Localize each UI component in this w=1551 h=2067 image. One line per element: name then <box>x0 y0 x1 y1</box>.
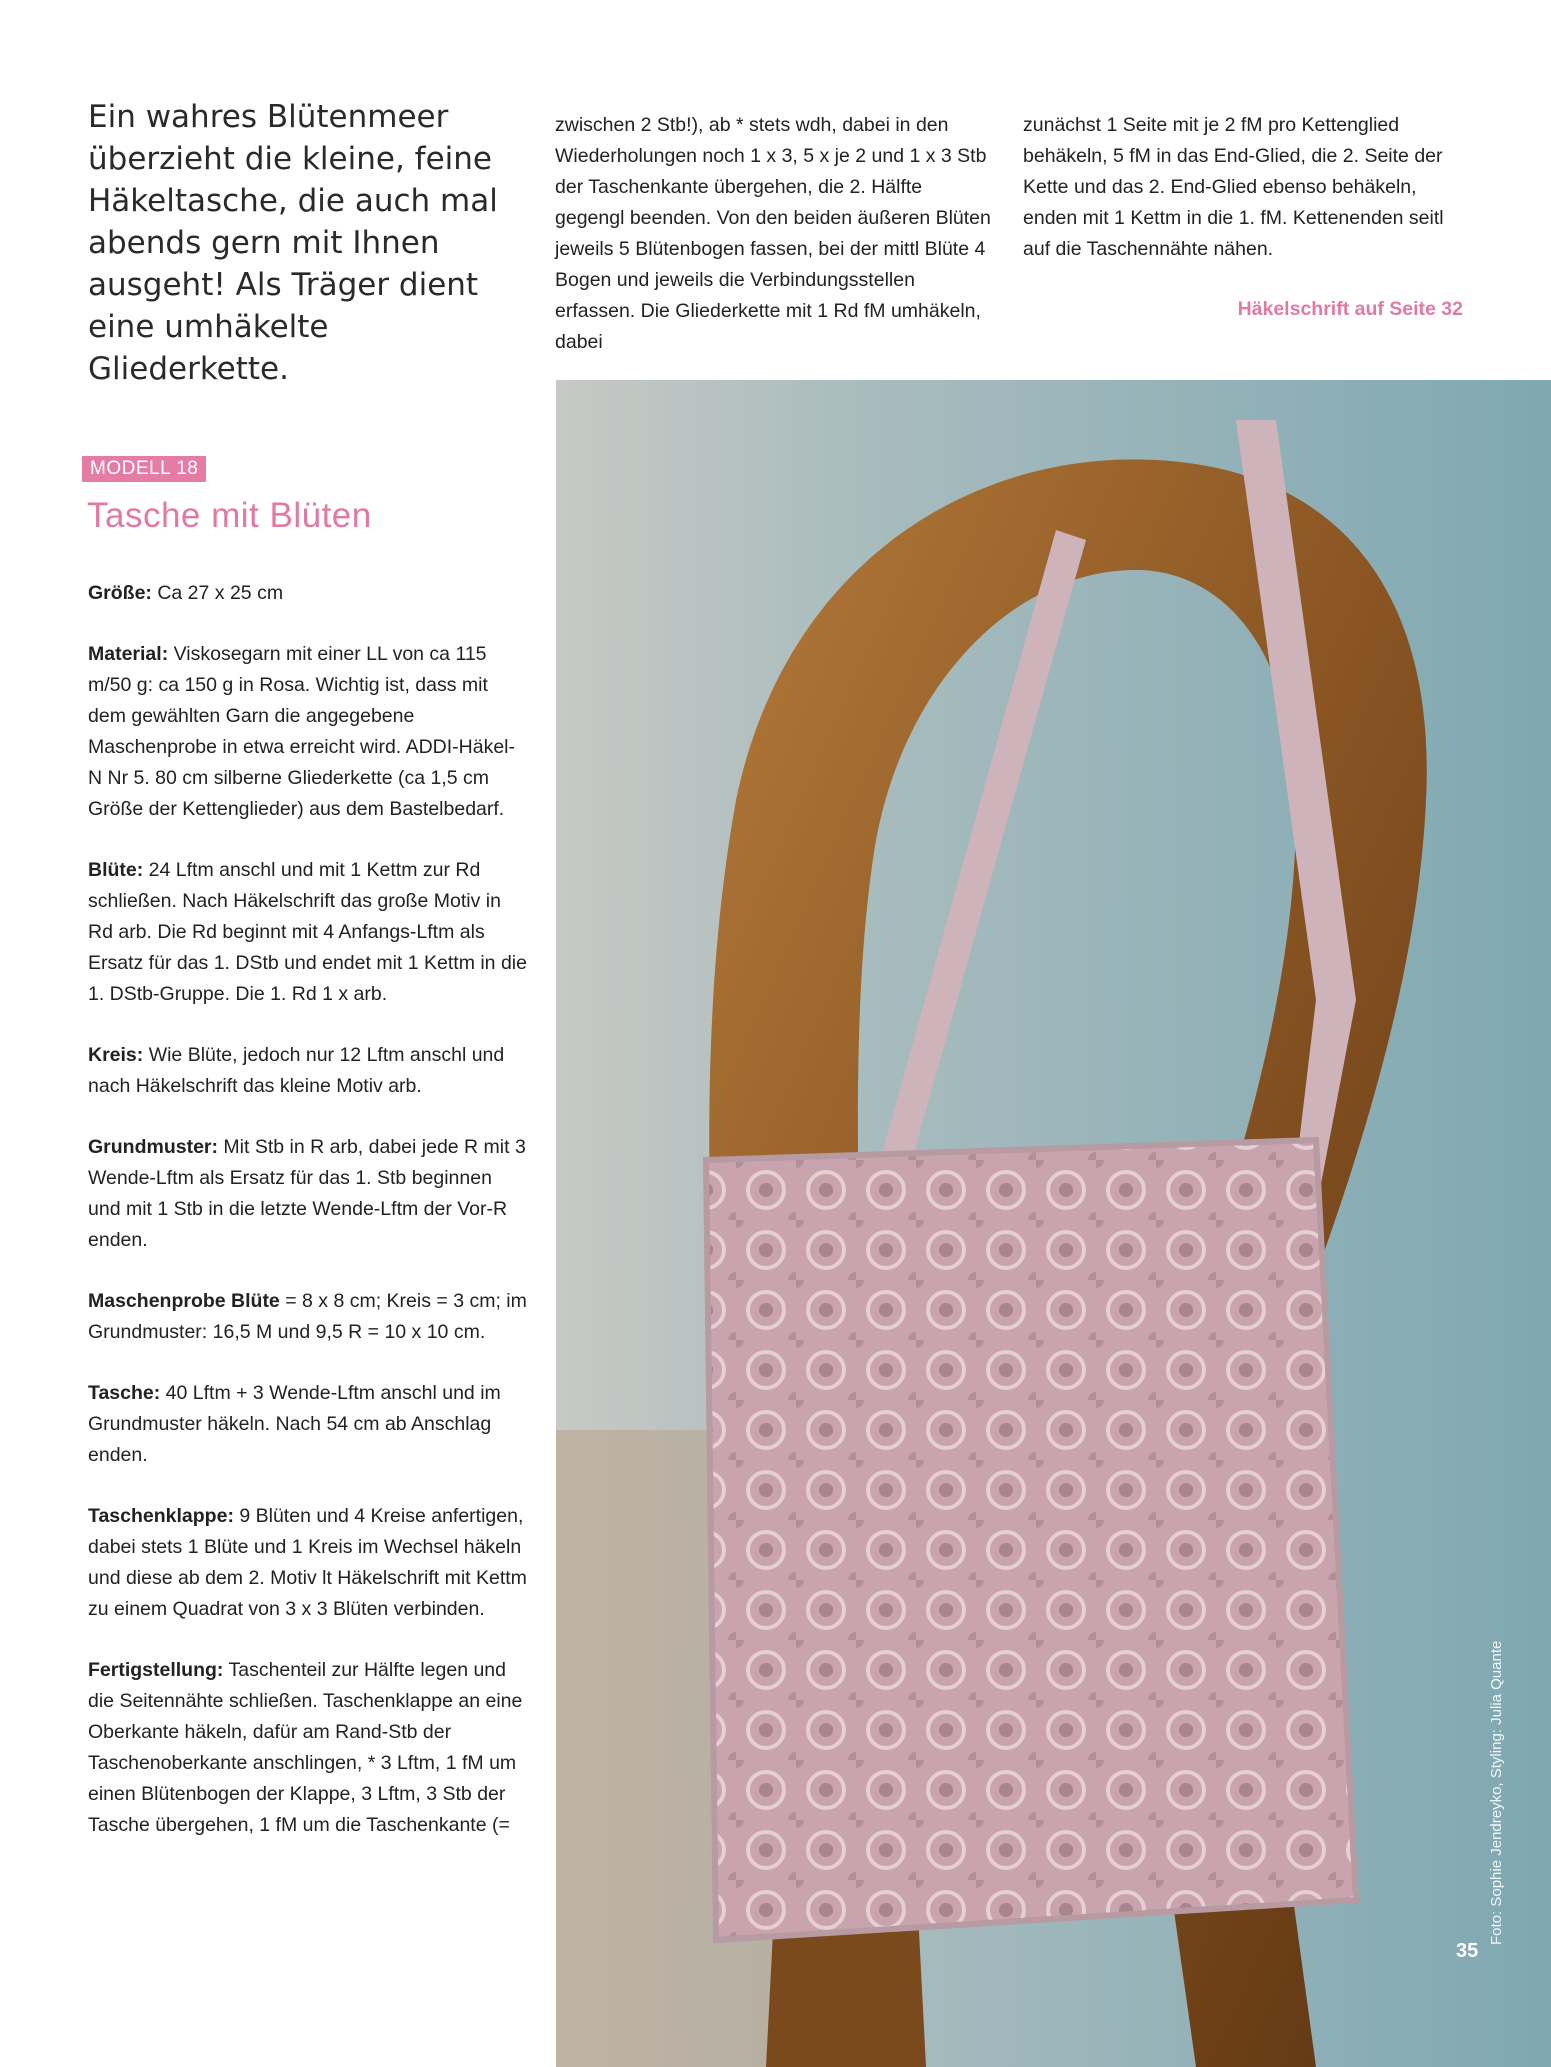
spec-tasche: Tasche: 40 Lftm + 3 Wende-Lftm anschl und im Grundmuster häkeln. Nach 54 cm ab Anschlag enden. <box>88 1382 501 1466</box>
pattern-title: Tasche mit Blüten <box>87 496 372 535</box>
spec-grundmuster: Grundmuster: Mit Stb in R arb, dabei jede R mit 3 Wende-Lftm als Ersatz für das 1. Stb beginnen und mit 1 Stb in die letzte Wende-Lftm der Vor-R enden. <box>88 1136 526 1251</box>
instructions-column-3: zunächst 1 Seite mit je 2 fM pro Kettenglied behäkeln, 5 fM in das End-Glied, die 2. Seite der Kette und das 2. End-Glied ebenso behäkeln, enden mit 1 Kettm in die 1. fM. Kettenenden seitl auf die Taschennähte nähen. <box>1023 114 1444 260</box>
spec-taschenklappe: Taschenklappe: 9 Blüten und 4 Kreise anfertigen, dabei stets 1 Blüte und 1 Kreis im Wechsel häkeln und diese ab dem 2. Motiv lt Häkelschrift mit Kettm zu einem Quadrat von 3 x 3 Blüten verbinden. <box>88 1505 527 1620</box>
chart-reference: Häkelschrift auf Seite 32 <box>1237 298 1463 320</box>
spec-fertigstellung: Fertigstellung: Taschenteil zur Hälfte legen und die Seitennähte schließen. Taschenklappe an eine Oberkante häkeln, dafür am Rand-Stb der Taschenoberkante anschlingen, * 3 Lftm, 1 fM um einen Blütenbogen der Klappe, 3 Lftm, 3 Stb der Tasche übergehen, 1 fM um die Taschenkante (= <box>88 1659 523 1836</box>
spec-maschenprobe: Maschenprobe Blüte = 8 x 8 cm; Kreis = 3 cm; im Grundmuster: 16,5 M und 9,5 R = 10 x 10 cm. <box>88 1290 527 1343</box>
crochet-bag-illustration <box>556 380 1551 2067</box>
intro-text: Ein wahres Blütenmeer überzieht die kleine, feine Häkeltasche, die auch mal abends gern mit Ihnen ausgeht! Als Träger dient eine umhäkelte Gliederkette. <box>88 99 498 387</box>
photo-credit: Foto: Sophie Jendreyko, Styling: Julia Quante <box>1488 1640 1505 1945</box>
spec-size: Größe: Ca 27 x 25 cm <box>88 582 284 604</box>
spec-kreis: Kreis: Wie Blüte, jedoch nur 12 Lftm anschl und nach Häkelschrift das kleine Motiv arb. <box>88 1044 505 1097</box>
instructions-column-2: zwischen 2 Stb!), ab * stets wdh, dabei in den Wiederholungen noch 1 x 3, 5 x je 2 und 1 x 3 Stb der Taschenkante übergehen, die 2. Hälfte gegengl beenden. Von den beiden äußeren Blüten jeweils 5 Blütenbogen fassen, bei der mittl Blüte 4 Bogen und jeweils die Verbindungsstellen erfassen. Die Gliederkette mit 1 Rd fM umhäkeln, dabei <box>555 114 991 353</box>
spec-bluete: Blüte: 24 Lftm anschl und mit 1 Kettm zur Rd schließen. Nach Häkelschrift das große Motiv in Rd arb. Die Rd beginnt mit 4 Anfangs-Lftm als Ersatz für das 1. DStb und endet mit 1 Kettm in die 1. DStb-Gruppe. Die 1. Rd 1 x arb. <box>88 859 527 1005</box>
pattern-specs <box>88 578 528 1871</box>
model-badge: MODELL 18 <box>82 456 206 482</box>
product-photo <box>556 380 1551 2067</box>
page-number: 35 <box>1456 1940 1479 1962</box>
spec-material: Material: Viskosegarn mit einer LL von ca 115 m/50 g: ca 150 g in Rosa. Wichtig ist, dass mit dem gewählten Garn die angegebene Maschenprobe in etwa erreicht wird. ADDI-Häkel-N Nr 5. 80 cm silberne Gliederkette (ca 1,5 cm Größe der Kettenglieder) aus dem Bastelbedarf. <box>88 643 516 820</box>
